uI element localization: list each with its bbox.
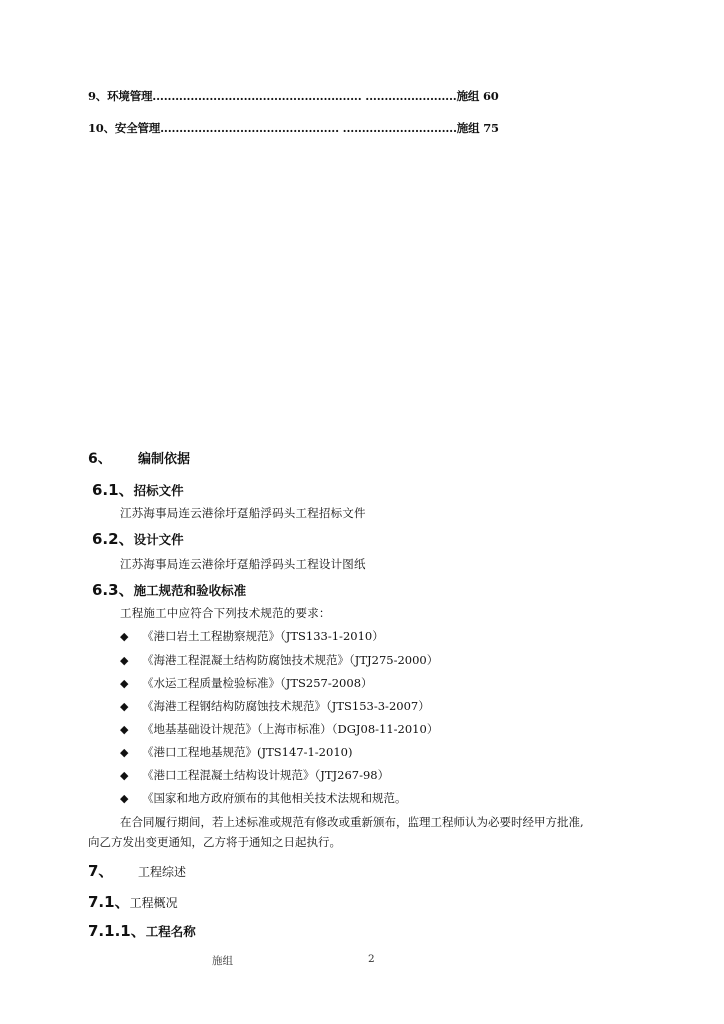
toc-entry-safety: 10、安全管理............................................... ..............................施组 75 bbox=[88, 121, 499, 135]
standard-list-item: ◆ 《港口岩土工程勘察规范》（JTS133-1-2010） bbox=[120, 629, 384, 643]
standard-list-item: ◆ 《水运工程质量检验标准》（JTS257-2008） bbox=[120, 676, 373, 690]
section-6-1-body: 江苏海事局连云港徐圩趸船浮码头工程招标文件 bbox=[120, 506, 366, 520]
page-number: 2 bbox=[368, 953, 375, 965]
section-title: 设计文件 bbox=[133, 532, 184, 547]
standard-list-item: ◆ 《国家和地方政府颁布的其他相关技术法规和规范。 bbox=[120, 791, 407, 805]
section-title: 招标文件 bbox=[133, 483, 184, 498]
section-number: 6、 bbox=[88, 451, 112, 467]
section-number: 7、 bbox=[88, 862, 114, 880]
section-title: 工程名称 bbox=[145, 924, 196, 939]
paragraph-line: 在合同履行期间，若上述标准或规范有修改或重新颁布，监理工程师认为必要时经甲方批准, bbox=[120, 815, 584, 829]
section-title: 编制依据 bbox=[138, 452, 191, 467]
paragraph-line: 向乙方发出变更通知，乙方将于通知之日起执行。 bbox=[88, 835, 341, 849]
section-7-heading bbox=[88, 860, 186, 881]
section-6-1-heading bbox=[92, 479, 184, 500]
standard-list-item: ◆ 《地基基础设计规范》（上海市标准）（DGJ08-11-2010） bbox=[120, 722, 439, 736]
section-7-1-heading bbox=[88, 891, 178, 912]
footer-label: 施组 bbox=[212, 955, 233, 967]
toc-entry-environment: 9、环境管理....................................................... ........................施组 60 bbox=[88, 89, 499, 103]
section-number: 6.2、 bbox=[92, 530, 134, 548]
section-6-3-heading bbox=[92, 579, 246, 600]
section-7-1-1-heading bbox=[88, 920, 196, 941]
bullet-diamond-icon: ◆ bbox=[120, 792, 129, 805]
standard-list-item: ◆ 《海港工程混凝土结构防腐蚀技术规范》（JTJ275-2000） bbox=[120, 653, 439, 667]
section-number: 7.1、 bbox=[88, 893, 130, 911]
bullet-diamond-icon: ◆ bbox=[120, 769, 129, 782]
section-title: 工程概况 bbox=[129, 896, 178, 910]
standard-list-item: ◆ 《港口工程地基规范》(JTS147-1-2010) bbox=[120, 745, 353, 759]
bullet-diamond-icon: ◆ bbox=[120, 700, 129, 713]
bullet-diamond-icon: ◆ bbox=[120, 723, 129, 736]
section-number: 7.1.1、 bbox=[88, 922, 146, 940]
section-title: 工程综述 bbox=[138, 865, 187, 879]
bullet-diamond-icon: ◆ bbox=[120, 630, 129, 643]
standard-list-item: ◆ 《港口工程混凝土结构设计规范》（JTJ267-98） bbox=[120, 768, 390, 782]
section-6-2-heading bbox=[92, 528, 184, 549]
bullet-diamond-icon: ◆ bbox=[120, 746, 129, 759]
bullet-diamond-icon: ◆ bbox=[120, 677, 129, 690]
standard-list-item: ◆ 《海港工程钢结构防腐蚀技术规范》（JTS153-3-2007） bbox=[120, 699, 430, 713]
bullet-diamond-icon: ◆ bbox=[120, 654, 129, 667]
section-number: 6.3、 bbox=[92, 581, 134, 599]
section-6-heading bbox=[88, 448, 190, 468]
section-title: 施工规范和验收标准 bbox=[133, 583, 247, 598]
section-6-2-body: 江苏海事局连云港徐圩趸船浮码头工程设计图纸 bbox=[120, 557, 366, 571]
section-number: 6.1、 bbox=[92, 481, 134, 499]
section-6-3-intro: 工程施工中应符合下列技术规范的要求： bbox=[120, 606, 331, 620]
